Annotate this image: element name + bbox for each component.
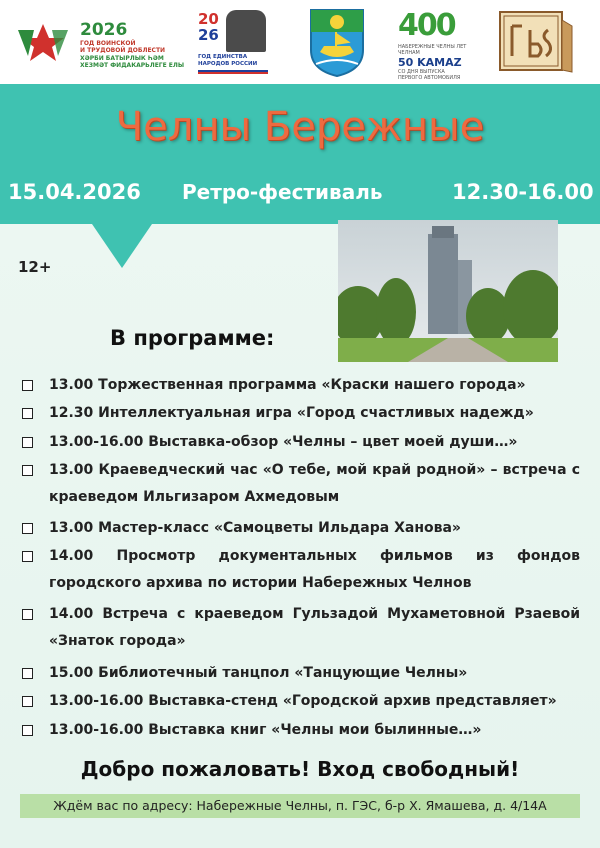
checkbox-bullet-icon xyxy=(22,551,33,562)
checkbox-bullet-icon xyxy=(22,725,33,736)
kamaz-logo-number: 400 xyxy=(398,8,455,43)
program-item xyxy=(20,688,580,715)
kamaz-logo-line2: ЛЕТ ЧЕЛНАМ xyxy=(398,44,467,56)
unity-logo-year-top: 20 xyxy=(198,10,219,28)
event-kind: Ретро-фестиваль xyxy=(182,180,383,204)
unity-logo-text xyxy=(198,54,257,68)
program-item-text: 12.30 Интеллектуальная игра «Город счастливых надежд» xyxy=(49,405,534,421)
event-date: 15.04.2026 xyxy=(8,180,141,204)
checkbox-bullet-icon xyxy=(22,523,33,534)
program-item-text: 13.00 Торжественная программа «Краски нашего города» xyxy=(49,377,526,393)
program-item-text: 13.00 Краеведческий час «О тебе, мой край родной» – встреча с краеведом Ильгизаром Ахмедовым xyxy=(49,462,580,505)
unity-year-logo xyxy=(198,6,270,78)
year-of-valor-logo xyxy=(14,6,185,78)
program-item xyxy=(20,429,580,456)
checkbox-bullet-icon xyxy=(22,465,33,476)
coat-of-arms-icon xyxy=(308,6,366,78)
year-logo-line1: ГОД ВОИНСКОЙ xyxy=(80,40,136,47)
program-item-text: 13.00-16.00 Выставка-обзор «Челны – цвет моей души…» xyxy=(49,434,518,450)
year-logo-line2: И ТРУДОВОЙ ДОБЛЕСТИ xyxy=(80,47,166,54)
program-item xyxy=(20,543,580,597)
chelny-400-kamaz-logo xyxy=(398,6,468,81)
flag-stripes xyxy=(198,68,268,74)
event-time: 12.30-16.00 xyxy=(452,180,594,204)
year-logo-line3: ХӘРБИ БАТЫРЛЫК ҺӘМ xyxy=(80,55,164,62)
event-title: Челны Бережные xyxy=(115,104,485,150)
checkbox-bullet-icon xyxy=(22,437,33,448)
checkbox-bullet-icon xyxy=(22,408,33,419)
library-book-icon xyxy=(492,6,576,78)
welcome-text: Добро пожаловать! Вход свободный! xyxy=(80,757,520,781)
program-item xyxy=(20,400,580,427)
kamaz-logo-text xyxy=(398,44,468,56)
city-photo xyxy=(338,220,558,362)
age-rating: 12+ xyxy=(18,258,52,276)
program-item-text: 15.00 Библиотечный танцпол «Танцующие Челны» xyxy=(49,665,468,681)
kamaz-logo-line3: СО ДНЯ ВЫПУСКА ПЕРВОГО АВТОМОБИЛЯ xyxy=(398,69,461,81)
program-item-text: 14.00 Встреча с краеведом Гульзадой Мухаметовной Рзаевой «Знаток города» xyxy=(49,606,580,649)
checkbox-bullet-icon xyxy=(22,668,33,679)
program-item xyxy=(20,660,580,687)
unity-logo-line2: НАРОДОВ РОССИИ xyxy=(198,61,258,67)
kamaz-logo-brand: 50 KAMAZ xyxy=(398,56,462,69)
year-logo-line4: ХЕЗМӘТ ФИДАКАРЬЛЕГЕ ЕЛЫ xyxy=(80,62,185,69)
program-item-text: 14.00 Просмотр документальных фильмов из фондов городского архива по истории Набережных Челнов xyxy=(49,548,580,591)
library-logo xyxy=(492,6,576,78)
program-item xyxy=(20,457,580,511)
program-item-text: 13.00 Мастер-класс «Самоцветы Ильдара Ханова» xyxy=(49,520,461,536)
star-emblem-icon xyxy=(14,22,72,62)
program-item-text: 13.00-16.00 Выставка-стенд «Городской архив представляет» xyxy=(49,693,557,709)
logo-strip xyxy=(0,0,600,84)
checkbox-bullet-icon xyxy=(22,609,33,620)
checkbox-bullet-icon xyxy=(22,696,33,707)
program-item xyxy=(20,372,580,399)
program-item xyxy=(20,717,580,744)
unity-logo-year-bottom: 26 xyxy=(198,26,219,44)
program-item xyxy=(20,601,580,655)
year-logo-year: 2026 xyxy=(80,20,128,40)
program-item xyxy=(20,515,580,542)
program-heading: В программе: xyxy=(110,326,275,350)
city-coat-of-arms xyxy=(308,6,366,78)
program-item-text: 13.00-16.00 Выставка книг «Челны мои былинные…» xyxy=(49,722,482,738)
address-bar: Ждём вас по адресу: Набережные Челны, п. ГЭС, б-р Х. Ямашева, д. 4/14А xyxy=(20,794,580,818)
header-notch xyxy=(92,224,152,268)
monument-icon xyxy=(226,10,266,52)
unity-logo-line1: ГОД ЕДИНСТВА xyxy=(198,54,248,60)
checkbox-bullet-icon xyxy=(22,380,33,391)
kamaz-logo-line1: НАБЕРЕЖНЫЕ ЧЕЛНЫ xyxy=(398,44,455,50)
